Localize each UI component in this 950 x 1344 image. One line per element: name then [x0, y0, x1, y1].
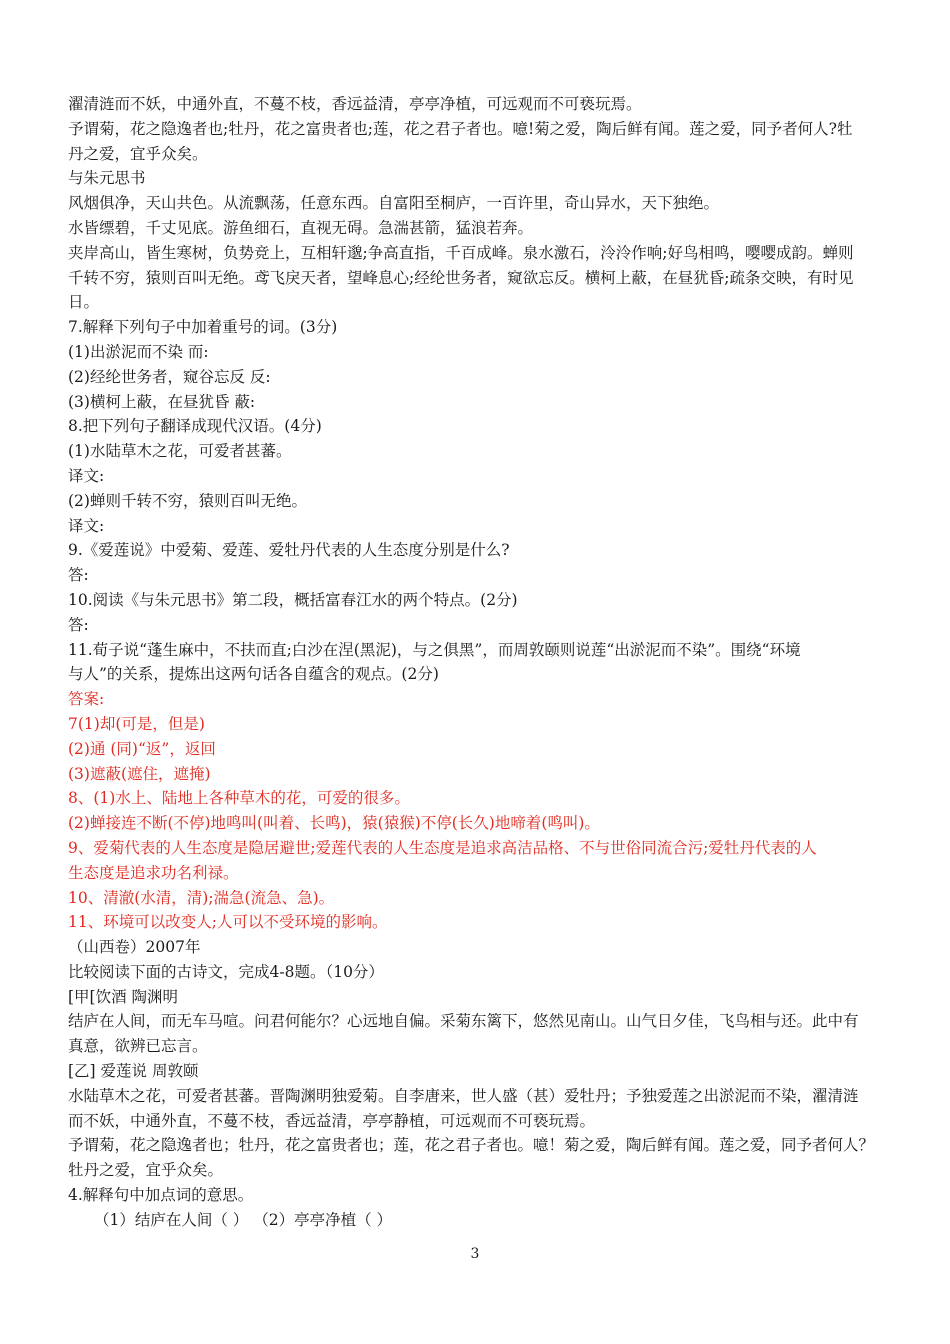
text-line: [甲[饮酒 陶渊明 [68, 987, 179, 1006]
text-line: 与朱元思书 [68, 169, 146, 188]
document-body [68, 92, 886, 1233]
text-line: 予谓菊，花之隐逸者也；牡丹，花之富贵者也；莲，花之君子者也。噫！菊之爱，陶后鲜有闻。莲之爱，同予者何人？ [68, 1136, 875, 1155]
answer-line: (2)通 (同)“返”，返回 [68, 739, 216, 758]
text-line: （山西卷）2007年 [68, 938, 201, 957]
text-line: 濯清涟而不妖，中通外直，不蔓不枝，香远益清，亭亭净植，可远观而不可亵玩焉。 [68, 95, 642, 113]
text-line: 千转不穷，猿则百叫无绝。鸢飞戾天者，望峰息心;经纶世务者，窥欲忘反。横柯上蔽，在昼犹昏;疏条交映，有时见 [68, 268, 854, 287]
text-line: 真意，欲辨已忘言。 [68, 1037, 208, 1056]
text-line: 9.《爱莲说》中爱菊、爱莲、爱牡丹代表的人生态度分别是什么? [68, 541, 510, 560]
text-line: 水皆缥碧，千丈见底。游鱼细石，直视无碍。急湍甚箭，猛浪若奔。 [68, 218, 534, 237]
text-line: 答: [68, 615, 89, 634]
answer-line: 11、环境可以改变人;人可以不受环境的影响。 [68, 913, 388, 932]
text-line: 风烟俱净，天山共色。从流飘荡，任意东西。自富阳至桐庐，一百许里，奇山异水，天下独绝。 [68, 194, 720, 213]
text-line: 夹岸高山，皆生寒树，负势竞上，互相轩邈;争高直指，千百成峰。泉水激石，泠泠作响;好鸟相鸣，嘤嘤成韵。蝉则 [68, 243, 854, 262]
text-line: 予谓菊，花之隐逸者也;牡丹，花之富贵者也;莲，花之君子者也。噫!菊之爱，陶后鲜有闻。莲之爱，同予者何人?牡 [68, 119, 853, 138]
answer-line: 10、清澈(水清，清);湍急(流急、急)。 [68, 888, 335, 907]
text-line: [乙] 爱莲说 周敦颐 [68, 1062, 199, 1081]
answer-line: 答案: [68, 690, 105, 709]
answer-line: (3)遮蔽(遮住，遮掩) [68, 764, 211, 783]
text-line: 11.荀子说“蓬生麻中，不扶而直;白沙在涅(黑泥)，与之俱黑”，而周敦颐则说莲“出淤泥而不染”。围绕“环境 [68, 640, 801, 659]
text-line: 水陆草木之花，可爱者甚蕃。晋陶渊明独爱菊。自李唐来，世人盛（甚）爱牡丹；予独爱莲之出淤泥而不染，濯清涟 [68, 1086, 859, 1105]
answer-line: 生态度是追求功名利禄。 [68, 863, 239, 882]
text-line: 结庐在人间，而无车马喧。问君何能尔？心远地自偏。采菊东篱下，悠然见南山。山气日夕佳，飞鸟相与还。此中有 [68, 1012, 859, 1031]
answer-line: 7(1)却(可是，但是) [68, 714, 205, 733]
text-line: （1）结庐在人间（ ） （2）亭亭净植（ ） [94, 1210, 393, 1229]
page-number: 3 [470, 1246, 480, 1262]
text-line: 比较阅读下面的古诗文，完成4-8题。（10分） [68, 962, 384, 981]
text-line: (2)蝉则千转不穷，猿则百叫无绝。 [68, 491, 307, 510]
text-line: 译文: [68, 466, 105, 485]
text-line: 牡丹之爱，宜乎众矣。 [68, 1161, 224, 1180]
answer-line: 9、爱菊代表的人生态度是隐居避世;爱莲代表的人生态度是追求高洁品格、不与世俗同流合污;爱牡丹代表的人 [68, 838, 817, 857]
text-line: (3)横柯上蔽，在昼犹昏 蔽: [68, 392, 256, 411]
text-line: 答: [68, 566, 89, 585]
text-line: (1)水陆草木之花，可爱者甚蕃。 [68, 442, 292, 461]
text-line: 丹之爱，宜乎众矣。 [68, 144, 208, 163]
text-line: 7.解释下列句子中加着重号的词。(3分) [68, 318, 338, 337]
text-line: 而不妖，中通外直，不蔓不枝，香远益清，亭亭静植，可远观而不可亵玩焉。 [68, 1111, 596, 1130]
text-line: 10.阅读《与朱元思书》第二段，概括富春江水的两个特点。(2分) [68, 590, 518, 609]
text-line: 8.把下列句子翻译成现代汉语。(4分) [68, 417, 322, 436]
text-line: 4.解释句中加点词的意思。 [68, 1186, 254, 1205]
text-line: 日。 [68, 293, 100, 312]
answer-line: 8、(1)水上、陆地上各种草木的花，可爱的很多。 [68, 789, 410, 808]
text-line: 译文: [68, 516, 105, 535]
answer-line: (2)蝉接连不断(不停)地鸣叫(叫着、长鸣)，猿(猿猴)不停(长久)地啼着(鸣叫)。 [68, 814, 600, 833]
text-line: (2)经纶世务者，窥谷忘反 反: [68, 367, 271, 386]
text-line: (1)出淤泥而不染 而: [68, 342, 209, 361]
text-line: 与人”的关系，提炼出这两句话各自蕴含的观点。(2分) [68, 665, 439, 684]
